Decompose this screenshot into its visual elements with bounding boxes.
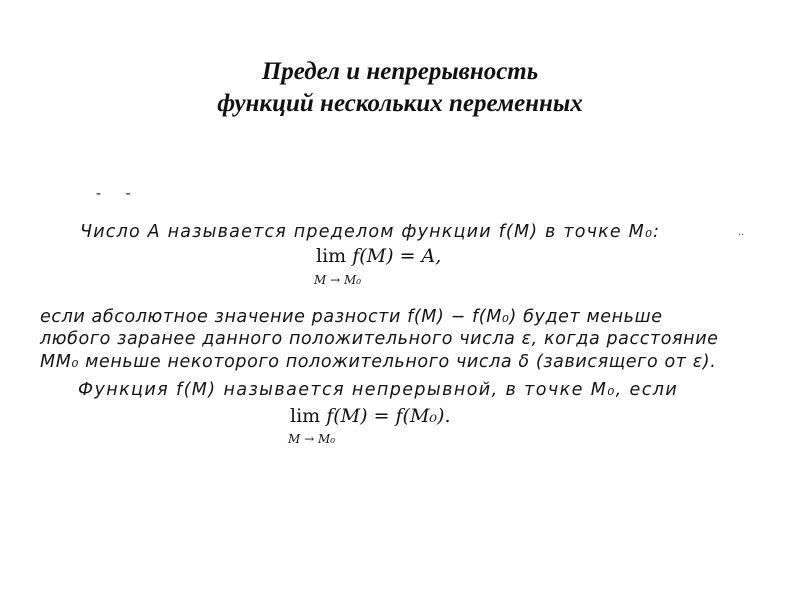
- epsilon-condition-line: любого заранее данного положительного числа ε, когда расстояние: [40, 329, 719, 349]
- limit-formula: [314, 245, 442, 287]
- continuity-subscript: M → M₀: [288, 432, 336, 446]
- title-line-1: Предел и непрерывность: [261, 58, 539, 85]
- continuity-expression: f(M) = f(M₀).: [320, 405, 451, 427]
- delta-condition-line: MM₀ меньше некоторого положительного числа δ (зависящего от ε).: [40, 352, 717, 372]
- continuity-formula: [288, 405, 451, 446]
- limit-expression: f(M) = A,: [346, 245, 442, 267]
- continuity-limit-operator: lim: [290, 405, 321, 427]
- title-line-2: функций нескольких переменных: [217, 90, 583, 117]
- scan-noise-marks: ··: [738, 230, 745, 241]
- difference-condition-line: если абсолютное значение разности f(M) − f(M₀) будет меньше: [40, 307, 663, 327]
- limit-definition-line: Число A называется пределом функции f(M) в точке M₀:: [80, 222, 661, 242]
- limit-operator: lim: [316, 245, 347, 267]
- limit-subscript: M → M₀: [314, 273, 362, 287]
- continuity-definition-line: Функция f(M) называется непрерывной, в точке M₀, если: [78, 380, 679, 400]
- scan-dash-marks: - -: [96, 186, 141, 202]
